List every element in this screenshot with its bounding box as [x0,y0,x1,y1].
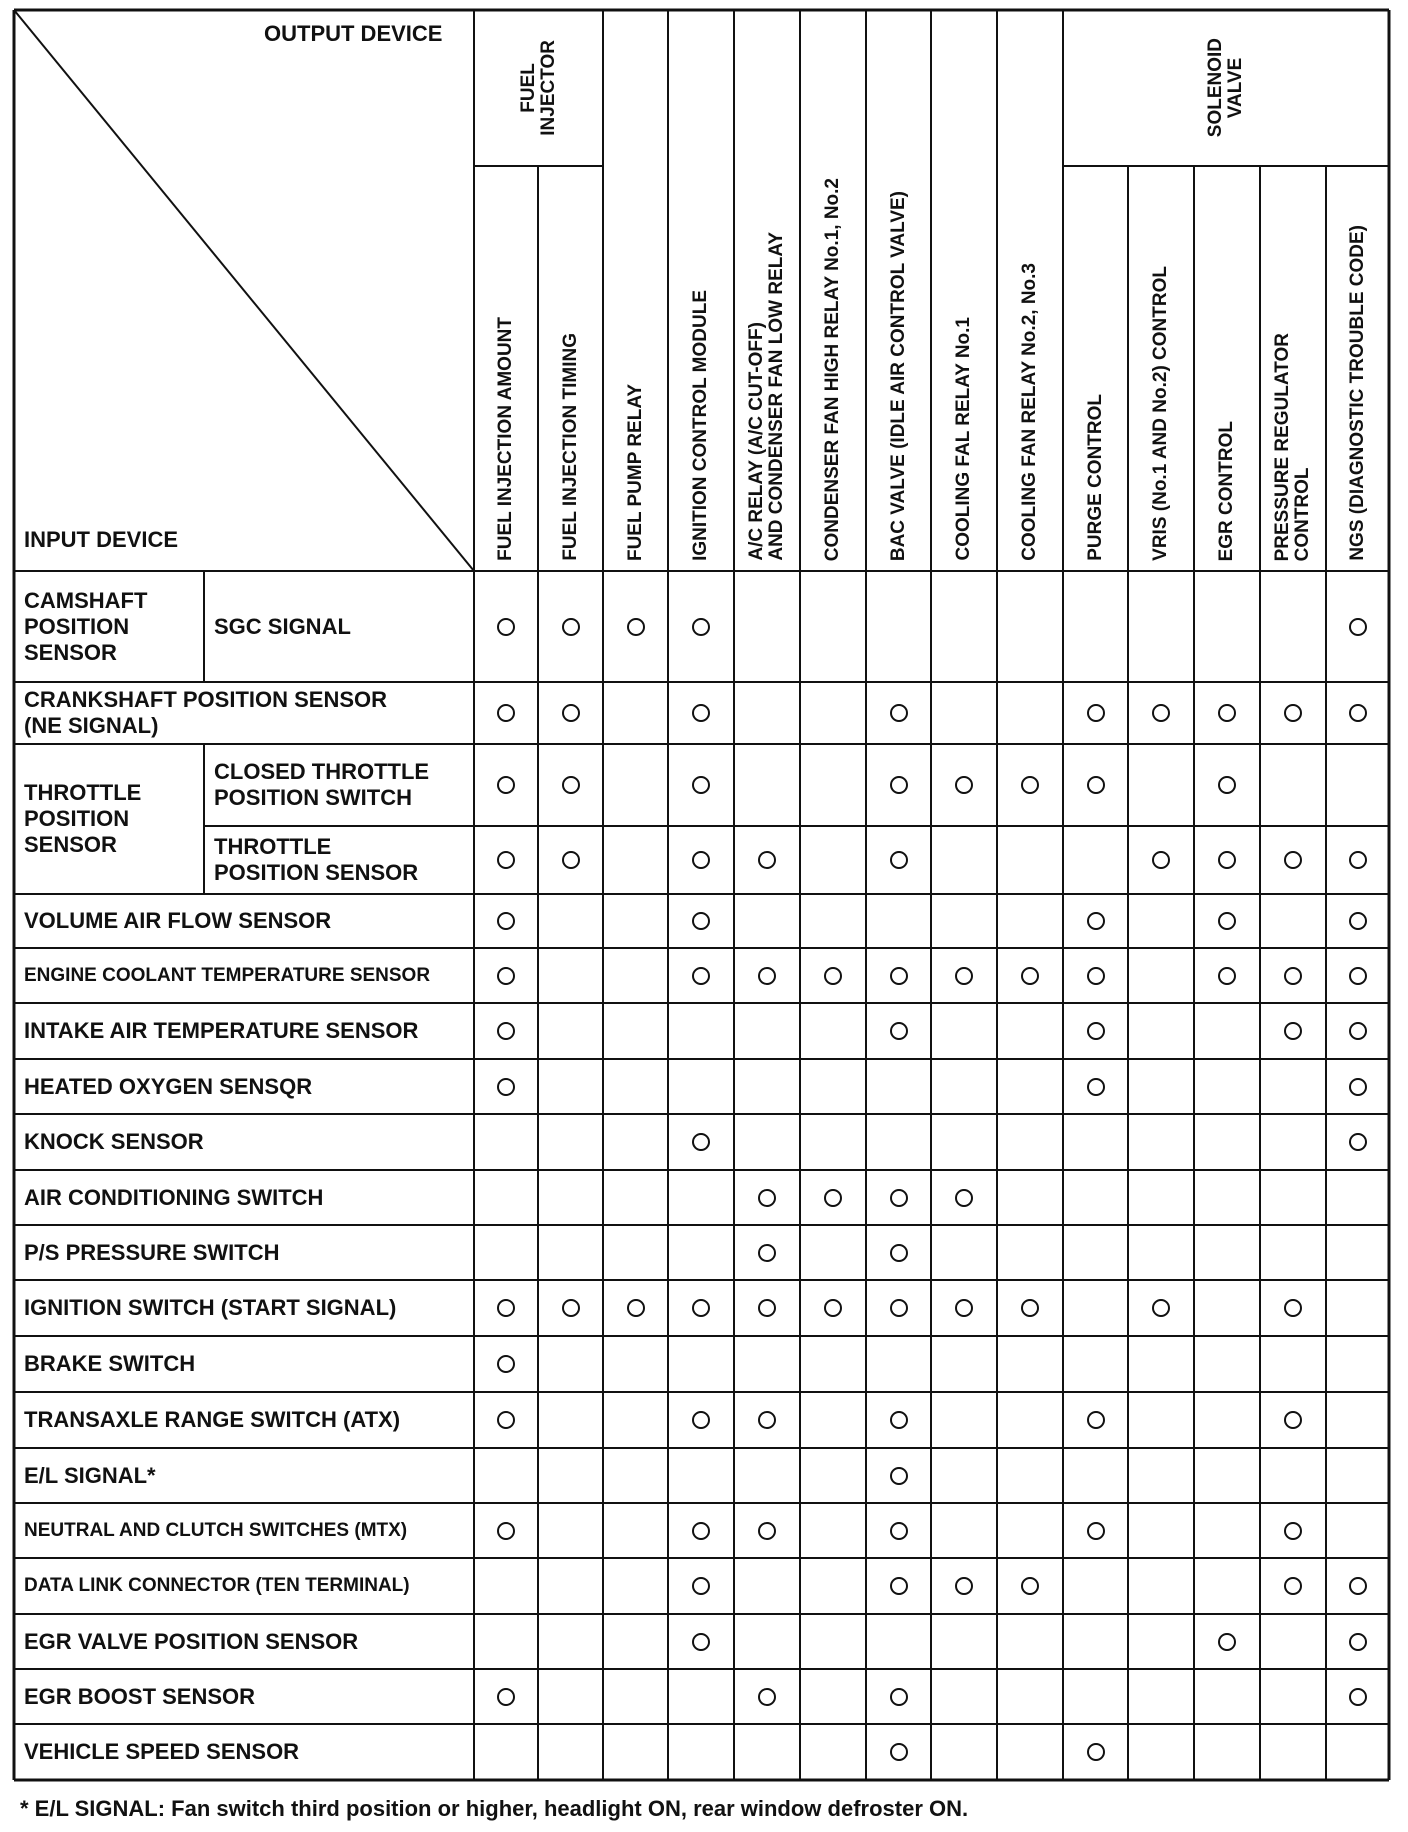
applies-mark [800,948,866,1003]
row-label: NEUTRAL AND CLUTCH SWITCHES (MTX) [24,1519,408,1541]
applies-mark [474,948,538,1003]
circle-icon [1218,776,1236,794]
applies-mark [1194,744,1260,826]
circle-icon [1349,1078,1367,1096]
circle-icon [890,1577,908,1595]
circle-icon [1152,704,1170,722]
row-group-throttle: THROTTLE POSITION SENSOR [24,780,142,857]
circle-icon [692,912,710,930]
circle-icon [497,1078,515,1096]
applies-mark [474,1280,538,1336]
column-header-cf1 [931,16,997,561]
applies-mark [931,1280,997,1336]
column-header-acr [734,16,800,561]
column-header-text: PURGE CONTROL [1084,394,1106,561]
column-header-text: VRIS (No.1 AND No.2) CONTROL [1150,266,1171,561]
applies-mark [474,894,538,948]
circle-icon [627,618,645,636]
output-device-label: OUTPUT DEVICE [264,21,443,46]
circle-icon [890,967,908,985]
circle-icon [955,1299,973,1317]
applies-mark [1326,1059,1389,1114]
row-label: BRAKE SWITCH [24,1351,196,1376]
applies-mark [474,571,538,682]
applies-mark [668,1392,734,1448]
applies-mark [474,1059,538,1114]
applies-mark [1128,1280,1194,1336]
applies-mark [1326,1114,1389,1170]
applies-mark [1326,826,1389,894]
circle-icon [1087,1411,1105,1429]
applies-mark [866,1392,931,1448]
circle-icon [758,1189,776,1207]
column-header-icm [668,16,734,561]
column-header-bac [866,16,931,561]
column-header-text: IGNITION CONTROL MODULE [690,290,711,561]
applies-mark [1260,826,1326,894]
row-label: P/S PRESSURE SWITCH [24,1239,280,1265]
circle-icon [497,1299,515,1317]
row-label: KNOCK SENSOR [24,1129,204,1154]
row-label: VOLUME AIR FLOW SENSOR [24,908,332,933]
circle-icon [692,1299,710,1317]
column-header-text: NGS (DIAGNOSTIC TROUBLE CODE) [1346,225,1368,561]
applies-mark [668,1503,734,1558]
circle-icon [627,1299,645,1317]
column-header-text: COOLING FAN RELAY No.2, No.3 [1019,263,1040,561]
column-header-fia [474,172,538,561]
footnote: * E/L SIGNAL: Fan switch third position or higher, headlight ON, rear window defroster ON. [20,1796,969,1821]
circle-icon [1021,1299,1039,1317]
applies-mark [668,1280,734,1336]
applies-mark [1326,682,1389,744]
applies-mark [474,744,538,826]
circle-icon [1218,851,1236,869]
circle-icon [1284,704,1302,722]
applies-mark [866,682,931,744]
circle-icon [692,1522,710,1540]
applies-mark [1260,948,1326,1003]
circle-icon [1349,704,1367,722]
applies-mark [1063,894,1128,948]
input-device-label: INPUT DEVICE [24,527,179,552]
circle-icon [1087,776,1105,794]
column-header-text: FUEL INJECTION TIMING [559,333,581,561]
applies-mark [866,1503,931,1558]
circle-icon [1218,704,1236,722]
applies-mark [668,894,734,948]
applies-mark [1194,826,1260,894]
applies-mark [1063,948,1128,1003]
circle-icon [1284,1022,1302,1040]
circle-icon [1349,1577,1367,1595]
applies-mark [866,1170,931,1225]
circle-icon [890,704,908,722]
circle-icon [890,1299,908,1317]
applies-mark [734,1669,800,1724]
applies-mark [734,1225,800,1280]
column-header-vris [1128,172,1194,561]
circle-icon [1218,967,1236,985]
row-label: AIR CONDITIONING SWITCH [24,1184,324,1210]
applies-mark [1260,1392,1326,1448]
circle-icon [890,851,908,869]
applies-mark [931,744,997,826]
applies-mark [668,682,734,744]
applies-mark [1063,1503,1128,1558]
row-label: EGR VALVE POSITION SENSOR [24,1628,359,1654]
circle-icon [1087,1743,1105,1761]
circle-icon [1087,1522,1105,1540]
circle-icon [758,1522,776,1540]
circle-icon [758,1688,776,1706]
circle-icon [1284,967,1302,985]
circle-icon [692,1577,710,1595]
circle-icon [1218,1633,1236,1651]
circle-icon [562,776,580,794]
circle-icon [890,1743,908,1761]
circle-icon [497,1688,515,1706]
applies-mark [668,571,734,682]
applies-mark [1194,948,1260,1003]
circle-icon [497,618,515,636]
applies-mark [1194,894,1260,948]
column-header-fpr [603,16,668,561]
circle-icon [1152,1299,1170,1317]
circle-icon [1349,1633,1367,1651]
applies-mark [1260,1280,1326,1336]
circle-icon [497,967,515,985]
column-header-text: A/C RELAY (A/C CUT-OFF) AND CONDENSER FAN LOW RELAY [746,232,787,561]
applies-mark [866,1280,931,1336]
circle-icon [1349,618,1367,636]
row-label: CLOSED THROTTLE POSITION SWITCH [214,759,430,810]
column-header-pur [1063,172,1128,561]
applies-mark [866,1558,931,1614]
row-label: EGR BOOST SENSOR [24,1683,256,1709]
applies-mark [474,682,538,744]
applies-mark [668,948,734,1003]
circle-icon [1349,1022,1367,1040]
column-header-prc [1260,172,1326,561]
column-header-text: CONDENSER FAN HIGH RELAY No.1, No.2 [822,177,843,561]
circle-icon [955,776,973,794]
circle-icon [562,851,580,869]
circle-icon [1087,1022,1105,1040]
circle-icon [758,1244,776,1262]
circle-icon [1152,851,1170,869]
applies-mark [474,1003,538,1059]
circle-icon [955,967,973,985]
applies-mark [1260,1503,1326,1558]
applies-mark [474,1503,538,1558]
applies-mark [1326,1003,1389,1059]
group-label-text: SOLENOID VALVE [1205,38,1246,138]
applies-mark [538,826,603,894]
applies-mark [734,1170,800,1225]
circle-icon [824,1189,842,1207]
circle-icon [890,1411,908,1429]
applies-mark [1326,948,1389,1003]
applies-mark [474,1392,538,1448]
circle-icon [955,1577,973,1595]
row-label: HEATED OXYGEN SENSQR [24,1073,313,1099]
applies-mark [866,744,931,826]
applies-mark [538,682,603,744]
circle-icon [497,704,515,722]
applies-mark [1063,744,1128,826]
row-label: ENGINE COOLANT TEMPERATURE SENSOR [24,964,431,986]
circle-icon [1021,967,1039,985]
applies-mark [603,1280,668,1336]
circle-icon [955,1189,973,1207]
applies-mark [474,1669,538,1724]
circle-icon [692,618,710,636]
applies-mark [800,1280,866,1336]
circle-icon [890,776,908,794]
applies-mark [866,1448,931,1503]
applies-mark [931,1170,997,1225]
applies-mark [1326,894,1389,948]
circle-icon [1349,1133,1367,1151]
row-label: INTAKE AIR TEMPERATURE SENSOR [24,1018,419,1043]
circle-icon [1349,967,1367,985]
circle-icon [758,1411,776,1429]
circle-icon [692,1633,710,1651]
applies-mark [1063,682,1128,744]
applies-mark [1326,1558,1389,1614]
column-header-ngs [1326,172,1389,561]
column-header-cf23 [997,16,1063,561]
row-label: IGNITION SWITCH (START SIGNAL) [24,1295,397,1320]
circle-icon [1284,1411,1302,1429]
row-label: CRANKSHAFT POSITION SENSOR (NE SIGNAL) [24,687,388,738]
applies-mark [1326,1614,1389,1669]
applies-mark [866,1003,931,1059]
applies-mark [866,1724,931,1780]
applies-mark [668,1114,734,1170]
circle-icon [1284,851,1302,869]
column-header-fit [538,172,603,561]
circle-icon [497,776,515,794]
applies-mark [1194,682,1260,744]
column-header-text: BAC VALVE (IDLE AIR CONTROL VALVE) [887,190,909,561]
circle-icon [1349,1688,1367,1706]
column-header-text: COOLING FAL RELAY No.1 [953,317,974,561]
applies-mark [1194,1614,1260,1669]
row-label: VEHICLE SPEED SENSOR [24,1739,300,1764]
group-label-fuel-injector [474,14,603,162]
applies-mark [1260,1003,1326,1059]
group-label-text: FUEL INJECTOR [517,40,559,136]
group-label-solenoid-valve [1063,14,1389,162]
circle-icon [890,1022,908,1040]
row-label: THROTTLE POSITION SENSOR [214,834,419,885]
applies-mark [1063,1003,1128,1059]
applies-mark [1128,682,1194,744]
circle-icon [890,1189,908,1207]
column-header-text: EGR CONTROL [1216,420,1237,561]
applies-mark [538,571,603,682]
circle-icon [1284,1522,1302,1540]
circle-icon [824,1299,842,1317]
column-header-egr [1194,172,1260,561]
applies-mark [1326,571,1389,682]
applies-mark [866,1669,931,1724]
circle-icon [497,1355,515,1373]
column-header-text: PRESSURE REGULATOR CONTROL [1272,332,1313,561]
circle-icon [1087,1078,1105,1096]
circle-icon [758,851,776,869]
applies-mark [997,744,1063,826]
circle-icon [1284,1577,1302,1595]
circle-icon [692,1133,710,1151]
applies-mark [997,1280,1063,1336]
applies-mark [1063,1059,1128,1114]
applies-mark [1260,1558,1326,1614]
circle-icon [758,1299,776,1317]
row-label: SGC SIGNAL [214,613,351,639]
applies-mark [1063,1724,1128,1780]
circle-icon [1087,704,1105,722]
applies-mark [668,826,734,894]
row-label: TRANSAXLE RANGE SWITCH (ATX) [24,1407,401,1432]
circle-icon [1349,912,1367,930]
circle-icon [497,1522,515,1540]
applies-mark [997,1558,1063,1614]
circle-icon [1349,851,1367,869]
circle-icon [1284,1299,1302,1317]
applies-mark [734,948,800,1003]
circle-icon [562,618,580,636]
circle-icon [890,1244,908,1262]
applies-mark [931,948,997,1003]
circle-icon [692,967,710,985]
circle-icon [1021,776,1039,794]
header-diagonal [14,10,474,571]
applies-mark [1326,1669,1389,1724]
circle-icon [1087,967,1105,985]
applies-mark [1260,682,1326,744]
applies-mark [603,571,668,682]
column-header-text: FUEL PUMP RELAY [624,383,646,561]
circle-icon [890,1467,908,1485]
applies-mark [734,1503,800,1558]
row-group-camshaft: CAMSHAFT POSITION SENSOR [24,587,148,665]
applies-mark [474,826,538,894]
applies-mark [538,1280,603,1336]
applies-mark [800,1170,866,1225]
applies-mark [734,826,800,894]
circle-icon [890,1522,908,1540]
circle-icon [497,851,515,869]
applies-mark [866,826,931,894]
applies-mark [931,1558,997,1614]
circle-icon [890,1688,908,1706]
circle-icon [692,1411,710,1429]
applies-mark [668,1558,734,1614]
circle-icon [692,851,710,869]
circle-icon [497,1022,515,1040]
circle-icon [497,912,515,930]
row-label: DATA LINK CONNECTOR (TEN TERMINAL) [24,1575,410,1596]
applies-mark [866,948,931,1003]
applies-mark [474,1336,538,1392]
circle-icon [824,967,842,985]
applies-mark [1063,1392,1128,1448]
row-label: E/L SIGNAL* [24,1462,156,1488]
circle-icon [692,704,710,722]
circle-icon [1087,912,1105,930]
applies-mark [668,744,734,826]
circle-icon [562,704,580,722]
column-header-text: FUEL INJECTION AMOUNT [495,317,516,561]
applies-mark [866,1225,931,1280]
applies-mark [734,1392,800,1448]
circle-icon [1021,1577,1039,1595]
circle-icon [562,1299,580,1317]
applies-mark [734,1280,800,1336]
applies-mark [538,744,603,826]
circle-icon [1218,912,1236,930]
applies-mark [668,1614,734,1669]
column-header-cfh [800,16,866,561]
circle-icon [497,1411,515,1429]
applies-mark [997,948,1063,1003]
circle-icon [758,967,776,985]
circle-icon [692,776,710,794]
applies-mark [1128,826,1194,894]
